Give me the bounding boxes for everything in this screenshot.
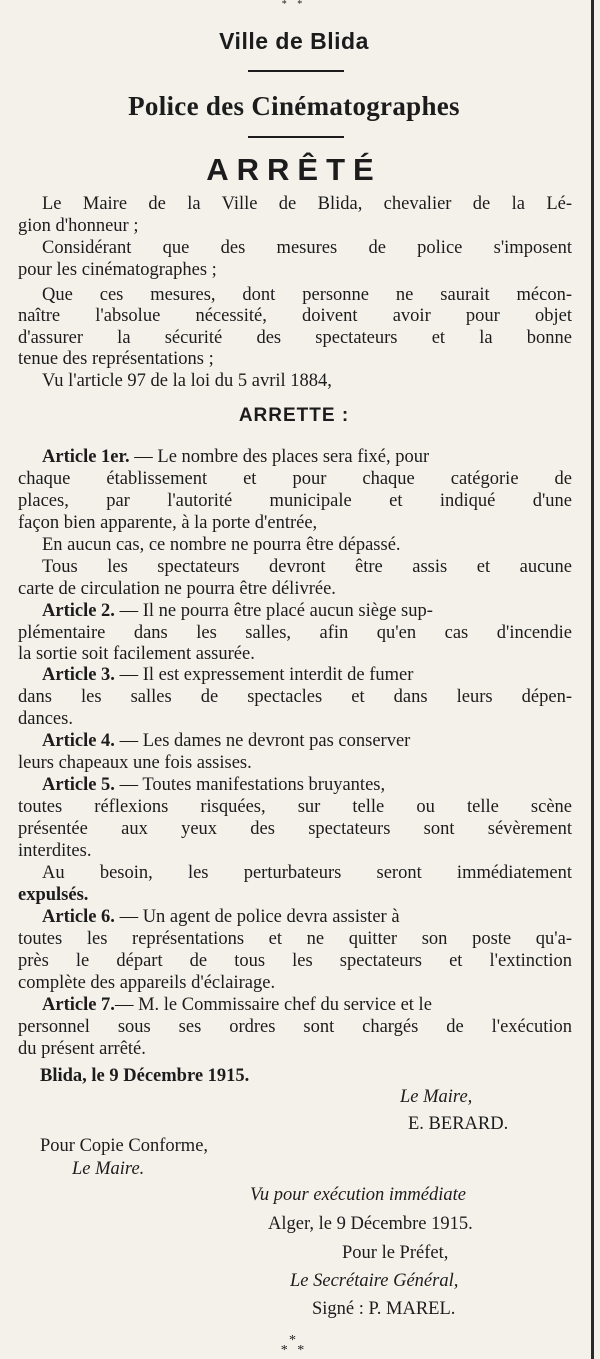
signature-line: Signé : P. MAREL. <box>312 1299 456 1319</box>
article-5-line: Au besoin, les perturbateurs seront immédiatement <box>42 863 572 883</box>
article-5-label: Article 5. <box>42 775 115 795</box>
article-4-line: leurs chapeaux une fois assises. <box>18 753 252 773</box>
article-4-label: Article 4. <box>42 731 115 751</box>
copy-certification: Pour Copie Conforme, <box>40 1136 209 1156</box>
decree-title: ARRÊTÉ <box>206 152 382 187</box>
article-7-label: Article 7. <box>42 995 115 1015</box>
article-7-line <box>42 994 572 1016</box>
article-4-text: — Les dames ne devront pas conserver <box>114 731 411 751</box>
preamble-line: tenue des représentations ; <box>18 349 214 369</box>
town-heading: Ville de Blida <box>219 28 369 54</box>
preamble-line: Le Maire de la Ville de Blida, chevalier de la Lé- <box>42 194 572 214</box>
article-6-line <box>42 906 572 928</box>
article-5-text: — Toutes manifestations bruyantes, <box>114 775 386 795</box>
preamble-line: d'assurer la sécurité des spectateurs et la bonne <box>18 328 572 348</box>
preamble-line: naître l'absolue nécessité, doivent avoir pour objet <box>18 306 572 326</box>
divider-2 <box>248 136 344 138</box>
article-1-line: chaque établissement et pour chaque catégorie de <box>18 469 572 489</box>
article-5-line: toutes réflexions risquées, sur telle ou telle scène <box>18 797 572 817</box>
place-date: Blida, le 9 Décembre 1915. <box>40 1066 250 1086</box>
mayor-name: E. BERARD. <box>408 1114 509 1134</box>
execution-note: Vu pour exécution immédiate <box>250 1185 466 1205</box>
divider-1 <box>248 70 344 72</box>
article-1-label: Article 1er. <box>42 447 130 467</box>
article-2-line <box>42 600 572 622</box>
article-2-line: la sortie soit facilement assurée. <box>18 644 255 664</box>
article-6-line: complète des appareils d'éclairage. <box>18 973 276 993</box>
article-2-label: Article 2. <box>42 601 115 621</box>
article-1-line: En aucun cas, ce nombre ne pourra être dépassé. <box>42 535 401 555</box>
article-1-line: façon bien apparente, à la porte d'entrée, <box>18 513 318 533</box>
article-1-line: carte de circulation ne pourra être délivrée. <box>18 579 336 599</box>
article-7-text: — M. le Commissaire chef du service et le <box>114 995 432 1015</box>
article-3-label: Article 3. <box>42 665 115 685</box>
article-5-line: présentée aux yeux des spectateurs sont sévèrement <box>18 819 572 839</box>
article-5-line <box>42 774 572 796</box>
preamble-line: pour les cinématographes ; <box>18 260 217 280</box>
decision-heading: ARRETTE : <box>238 405 350 426</box>
alger-date: Alger, le 9 Décembre 1915. <box>268 1214 473 1234</box>
article-5-line: interdites. <box>18 841 92 861</box>
article-6-label: Article 6. <box>42 907 115 927</box>
article-7-line: du présent arrêté. <box>18 1039 146 1059</box>
copy-mayor: Le Maire. <box>72 1159 145 1179</box>
article-6-line: toutes les représentations et ne quitter son poste qu'a- <box>18 929 572 949</box>
article-3-line: dans les salles de spectacles et dans leurs dépen- <box>18 687 572 707</box>
section-heading: Police des Cinématographes <box>128 91 460 121</box>
article-3-line <box>42 664 572 686</box>
article-5-line: expulsés. <box>18 885 89 905</box>
preamble-line: Considérant que des mesures de police s'imposent <box>42 238 572 258</box>
preamble-line: Vu l'article 97 de la loi du 5 avril 1884, <box>42 371 332 391</box>
article-1-line <box>42 446 572 468</box>
article-7-line: personnel sous ses ordres sont chargés de l'exécution <box>18 1017 572 1037</box>
article-3-line: dances. <box>18 709 73 729</box>
preamble-line: gion d'honneur ; <box>18 216 139 236</box>
article-4-line <box>42 730 572 752</box>
article-2-line: plémentaire dans les salles, afin qu'en cas d'incendie <box>18 623 572 643</box>
article-6-line: près le départ de tous les spectateurs et l'extinction <box>18 951 572 971</box>
mayor-title: Le Maire, <box>400 1087 473 1107</box>
article-3-text: — Il est expressement interdit de fumer <box>114 665 414 685</box>
article-1-line: places, par l'autorité municipale et indiqué d'une <box>18 491 572 511</box>
ornament-stars-top: * * <box>281 0 307 10</box>
preamble-line: Que ces mesures, dont personne ne saurait mécon- <box>42 285 572 305</box>
article-1-line: Tous les spectateurs devront être assis et aucune <box>42 557 572 577</box>
article-6-text: — Un agent de police devra assister à <box>114 907 400 927</box>
ornament-stars-glyphs: * * * <box>280 1333 308 1358</box>
secretary-title: Le Secrétaire Général, <box>290 1271 459 1291</box>
column-rule <box>591 0 594 1359</box>
article-2-text: — Il ne pourra être placé aucun siège sup- <box>114 601 433 621</box>
article-1-text: — Le nombre des places sera fixé, pour <box>129 447 430 467</box>
prefect-line: Pour le Préfet, <box>342 1243 449 1263</box>
